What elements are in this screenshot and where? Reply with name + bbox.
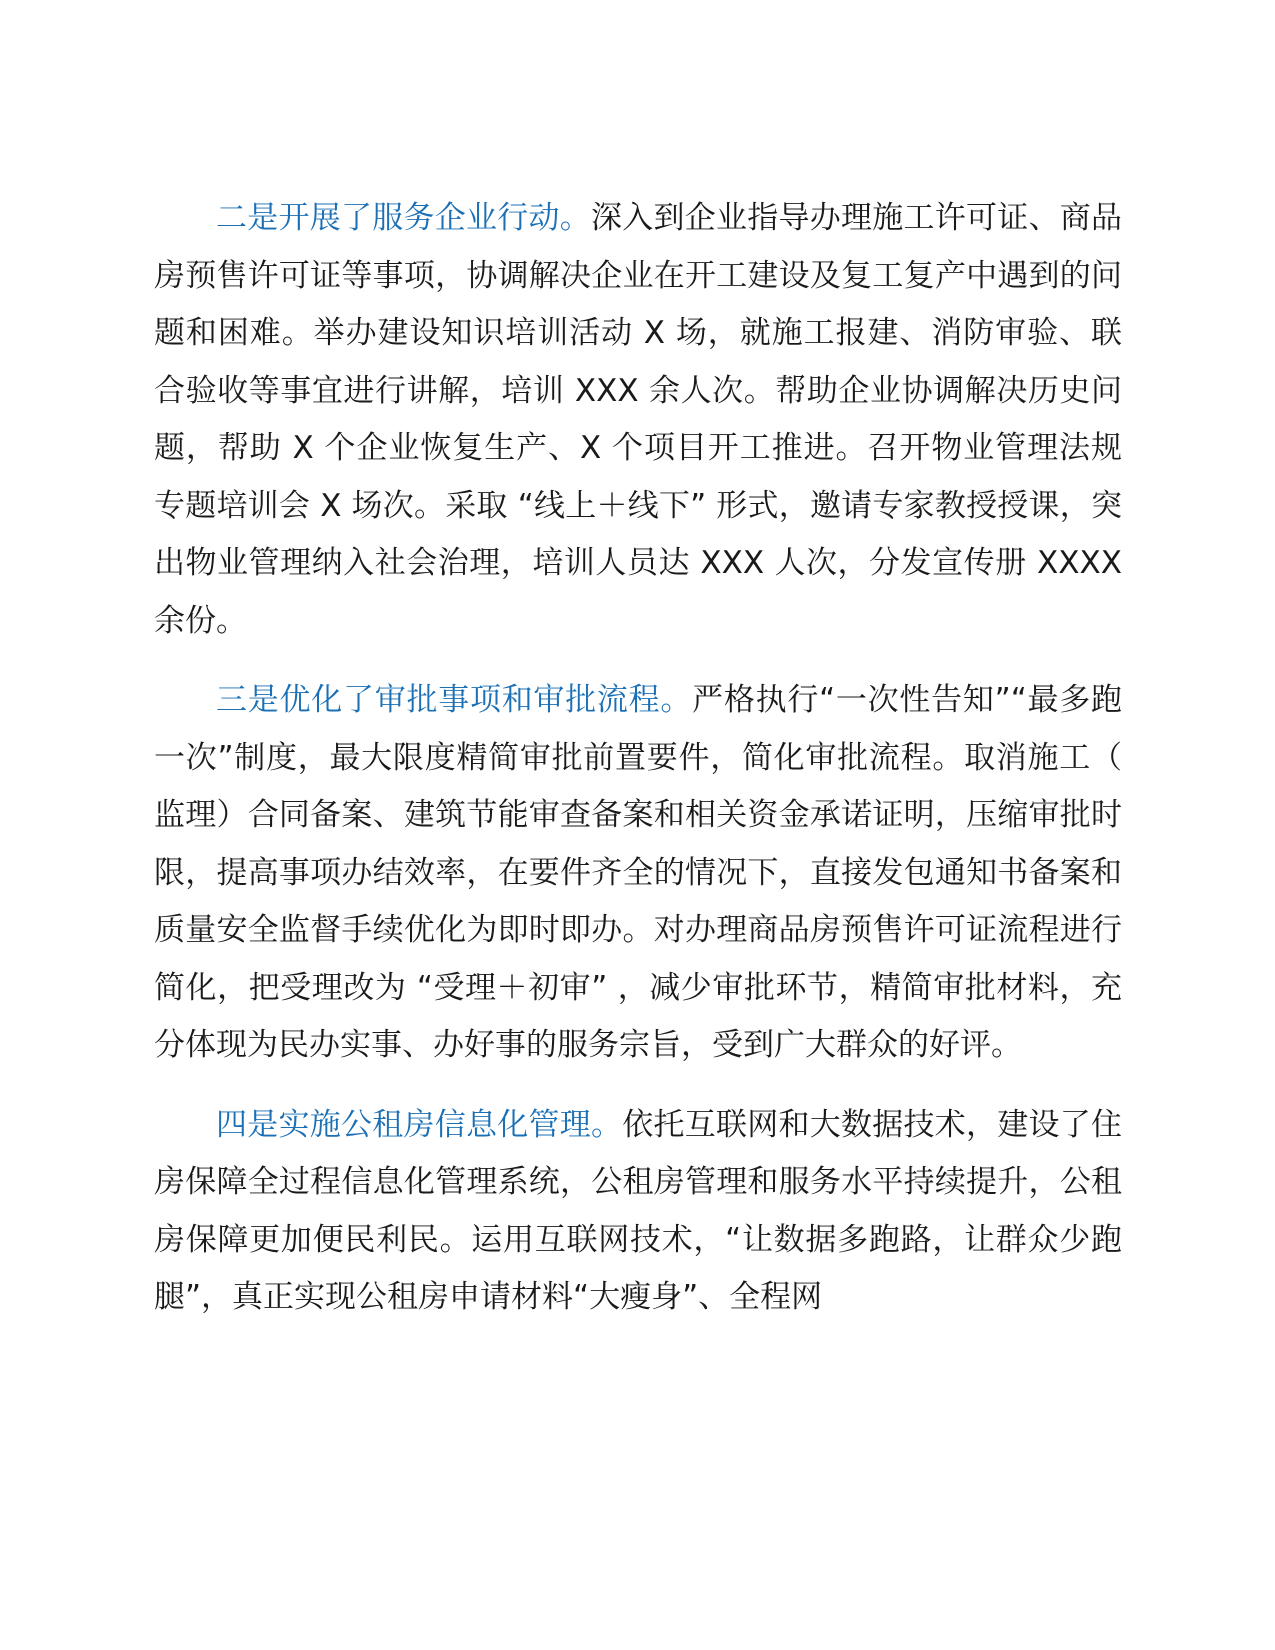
paragraph-approval-optimization (154, 672, 1122, 1075)
paragraph-lead-heading: 四是实施公租房信息化管理。 (216, 1106, 623, 1143)
paragraph-public-housing-informatization (154, 1097, 1122, 1327)
paragraph-body-text: 深入到企业指导办理施工许可证、商品房预售许可证等事项，协调解决企业在开工建设及复工复产中遇到的问题和困难。举办建设知识培训活动 X 场，就施工报建、消防审验、联合验收等事宜进行讲解，培训 XXX 余人次。帮助企业协调解决历史问题，帮助 X 个企业恢复生产、X 个项目开工推进。召开物业管理法规专题培训会 X 场次。采取 “线上＋线下” 形式，邀请专家教授授课，突出物业管理纳入社会治理，培训人员达 XXX 人次，分发宣传册 XXXX 余份。 (154, 200, 1122, 639)
paragraph-body-text: 依托互联网和大数据技术，建设了住房保障全过程信息化管理系统，公租房管理和服务水平持续提升，公租房保障更加便民利民。运用互联网技术，“让数据多跑路，让群众少跑腿”，真正实现公租房申请材料“大瘦身”、全程网 (154, 1106, 1122, 1315)
paragraph-service-enterprises (154, 190, 1122, 650)
paragraph-lead-heading: 二是开展了服务企业行动。 (216, 200, 591, 236)
document-body (154, 190, 1122, 1349)
paragraph-lead-heading: 三是优化了审批事项和审批流程。 (216, 682, 693, 718)
paragraph-body-text: 严格执行“一次性告知”“最多跑一次”制度，最大限度精简审批前置要件，简化审批流程。取消施工（监理）合同备案、建筑节能审查备案和相关资金承诺证明，压缩审批时限，提高事项办结效率，在要件齐全的情况下，直接发包通知书备案和质量安全监督手续优化为即时即办。对办理商品房预售许可证流程进行简化，把受理改为 “受理＋初审” ，减少审批环节，精简审批材料，充分体现为民办实事、办好事的服务宗旨，受到广大群众的好评。 (154, 682, 1122, 1063)
